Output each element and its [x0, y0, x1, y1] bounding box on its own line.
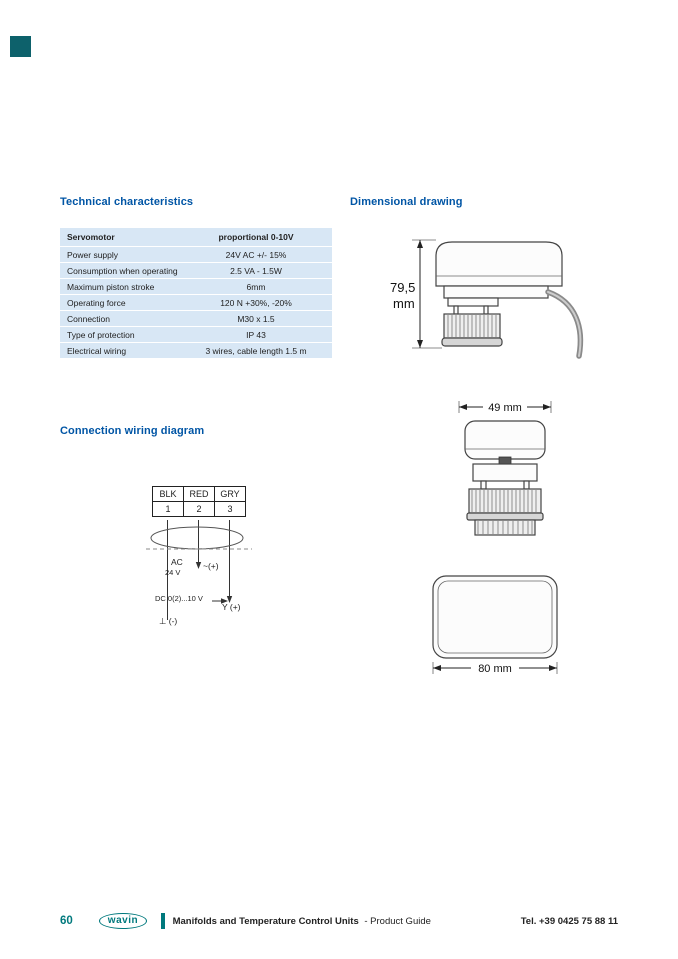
spec-value: 120 N +30%, -20% — [180, 295, 332, 311]
dim-arrow-down — [417, 340, 423, 348]
spec-label: Maximum piston stroke — [60, 279, 180, 295]
actuator-midsection — [444, 286, 548, 298]
actuator-side-view-svg — [390, 228, 595, 368]
actuator-head-front — [465, 421, 545, 459]
actuator-step — [448, 298, 498, 306]
wavin-logo: wavin — [99, 913, 147, 929]
tilde-plus-label: ~(+) — [203, 561, 219, 571]
height-dimension-value: 79,5 — [390, 280, 416, 295]
wire-color: RED — [184, 487, 215, 502]
wire-color-table — [152, 486, 246, 517]
ac-label: AC — [171, 557, 183, 567]
spec-label: Servomotor — [60, 228, 180, 247]
dimensional-drawing-title: Dimensional drawing — [350, 196, 463, 208]
actuator-head — [436, 242, 562, 286]
spec-value: IP 43 — [180, 327, 332, 343]
wire-table-header-row — [153, 487, 246, 502]
spec-value: proportional 0-10V — [180, 228, 332, 247]
ground-minus-label: ⊥ (-) — [159, 616, 178, 626]
actuator-pin-right — [484, 306, 488, 314]
width-dimension-bottom: 80 mm — [478, 663, 512, 675]
spec-label: Electrical wiring — [60, 343, 180, 359]
spec-label: Consumption when operating — [60, 263, 180, 279]
dim-arrow-left-bottom — [433, 665, 441, 671]
spec-value: 6mm — [180, 279, 332, 295]
dim-arrow-right-bottom — [549, 665, 557, 671]
table-row — [60, 327, 332, 343]
actuator-top-view-svg — [425, 572, 565, 682]
y-plus-label: Y (+) — [222, 602, 241, 612]
wire-color: GRY — [215, 487, 246, 502]
technical-characteristics-title: Technical characteristics — [60, 196, 194, 208]
spec-label: Connection — [60, 311, 180, 327]
24v-label: 24 V — [165, 568, 181, 577]
table-row — [60, 343, 332, 359]
spec-label: Type of protection — [60, 327, 180, 343]
spec-value: 2.5 VA - 1.5W — [180, 263, 332, 279]
top-view-outer — [433, 576, 557, 658]
width-dimension-top: 49 mm — [488, 402, 522, 414]
technical-characteristics-table — [60, 228, 332, 359]
page-number: 60 — [60, 915, 73, 927]
dim-arrow-right — [543, 404, 551, 410]
footer-phone: Tel. +39 0425 75 88 11 — [520, 915, 618, 927]
footer-divider-bar — [161, 913, 165, 929]
spec-label: Operating force — [60, 295, 180, 311]
knurled-base — [475, 520, 535, 535]
spec-value: 3 wires, cable length 1.5 m — [180, 343, 332, 359]
wire-red-arrowhead — [196, 562, 201, 569]
table-header-row — [60, 228, 332, 247]
table-row — [60, 311, 332, 327]
table-row — [60, 247, 332, 263]
footer-title — [173, 916, 431, 927]
collar-rim — [442, 338, 502, 346]
table-row — [60, 263, 332, 279]
wire-number: 1 — [153, 502, 184, 517]
dim-arrow-up — [417, 240, 423, 248]
footer-title-rest: - Product Guide — [364, 915, 431, 927]
wiring-diagram-title: Connection wiring diagram — [60, 425, 205, 437]
dc-signal-label: DC 0(2)...10 V — [155, 594, 203, 603]
table-row — [60, 295, 332, 311]
spec-value: 24V AC +/- 15% — [180, 247, 332, 263]
actuator-front-view-drawing — [445, 395, 565, 560]
actuator-side-view-drawing — [390, 228, 595, 373]
actuator-top-view-drawing — [425, 572, 565, 687]
actuator-pin-left — [454, 306, 458, 314]
center-clip — [499, 457, 511, 464]
actuator-neck — [473, 464, 537, 481]
wire-number: 3 — [215, 502, 246, 517]
height-dimension-unit: mm — [393, 296, 415, 311]
pin-right-front — [524, 481, 529, 489]
spec-value: M30 x 1.5 — [180, 311, 332, 327]
footer-title-bold: Manifolds and Temperature Control Units — [172, 915, 359, 927]
flange — [467, 513, 543, 520]
spec-label: Power supply — [60, 247, 180, 263]
wire-number: 2 — [184, 502, 215, 517]
actuator-front-view-svg — [445, 395, 565, 555]
wire-color: BLK — [153, 487, 184, 502]
connection-wiring-diagram — [140, 486, 290, 671]
pin-left-front — [481, 481, 486, 489]
dim-arrow-left — [459, 404, 467, 410]
wire-table-number-row — [153, 502, 246, 517]
corner-accent-square — [10, 36, 31, 57]
table-row — [60, 279, 332, 295]
page-footer — [60, 910, 618, 932]
